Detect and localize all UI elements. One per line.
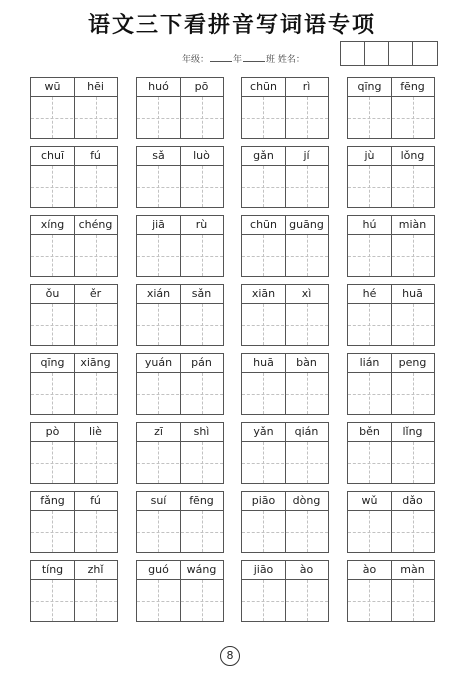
box-divider — [391, 561, 392, 621]
pinyin-syllable: peng — [398, 356, 427, 369]
word-box[interactable] — [136, 284, 224, 346]
tian-guide-line — [137, 187, 223, 188]
pinyin-syllable: xì — [301, 287, 312, 300]
pinyin-syllable: qián — [294, 425, 319, 438]
pinyin-syllable: chéng — [78, 218, 113, 231]
tian-guide-line — [369, 97, 370, 138]
tian-guide-line — [307, 442, 308, 483]
tian-guide-line — [369, 235, 370, 276]
pinyin-syllable: huó — [148, 80, 169, 93]
tian-guide-line — [96, 97, 97, 138]
tian-guide-line — [52, 166, 53, 207]
tian-guide-line — [31, 256, 117, 257]
grade-label: 年级： — [182, 55, 210, 65]
word-box[interactable] — [136, 353, 224, 415]
word-box[interactable] — [241, 560, 329, 622]
tian-guide-line — [307, 304, 308, 345]
box-divider — [74, 423, 75, 483]
tian-guide-line — [348, 187, 434, 188]
pinyin-syllable: lián — [359, 356, 380, 369]
tian-guide-line — [52, 304, 53, 345]
pinyin-syllable: dǎo — [402, 494, 423, 507]
tian-guide-line — [31, 187, 117, 188]
tian-guide-line — [31, 532, 117, 533]
box-divider — [180, 78, 181, 138]
tian-guide-line — [96, 235, 97, 276]
word-box[interactable] — [241, 146, 329, 208]
tian-guide-line — [96, 373, 97, 414]
box-divider — [74, 147, 75, 207]
pinyin-syllable: chūn — [250, 218, 277, 231]
pinyin-syllable: fēng — [189, 494, 214, 507]
box-divider — [74, 285, 75, 345]
tian-guide-line — [263, 166, 264, 207]
box-divider — [180, 492, 181, 552]
pinyin-syllable: qīng — [40, 356, 65, 369]
tian-guide-line — [242, 394, 328, 395]
tian-guide-line — [242, 187, 328, 188]
pinyin-syllable: jiā — [152, 218, 165, 231]
tian-guide-line — [348, 256, 434, 257]
box-divider — [74, 78, 75, 138]
box-divider — [391, 423, 392, 483]
tian-guide-line — [96, 166, 97, 207]
word-box[interactable] — [30, 353, 118, 415]
pinyin-syllable: lǐng — [402, 425, 423, 438]
tian-guide-line — [158, 442, 159, 483]
tian-guide-line — [263, 235, 264, 276]
tian-guide-line — [348, 601, 434, 602]
pinyin-syllable: hé — [362, 287, 377, 300]
pinyin-syllable: huā — [253, 356, 274, 369]
tian-guide-line — [137, 601, 223, 602]
tian-guide-line — [348, 118, 434, 119]
tian-guide-line — [202, 235, 203, 276]
pinyin-syllable: màn — [400, 563, 425, 576]
pinyin-syllable: guó — [148, 563, 169, 576]
pinyin-syllable: hú — [362, 218, 377, 231]
tian-guide-line — [263, 442, 264, 483]
tian-guide-line — [263, 580, 264, 621]
pinyin-syllable: rì — [302, 80, 311, 93]
pinyin-syllable: guāng — [289, 218, 324, 231]
tian-guide-line — [263, 373, 264, 414]
tian-guide-line — [348, 463, 434, 464]
tian-guide-line — [52, 442, 53, 483]
box-divider — [285, 78, 286, 138]
word-box[interactable] — [136, 491, 224, 553]
box-divider — [391, 147, 392, 207]
tian-guide-line — [369, 511, 370, 552]
box-divider — [285, 216, 286, 276]
pinyin-syllable: shì — [193, 425, 210, 438]
box-divider — [74, 492, 75, 552]
tian-guide-line — [202, 511, 203, 552]
tian-guide-line — [307, 373, 308, 414]
tian-guide-line — [202, 166, 203, 207]
tian-guide-line — [369, 373, 370, 414]
word-box[interactable] — [136, 560, 224, 622]
box-divider — [285, 423, 286, 483]
word-box[interactable] — [30, 146, 118, 208]
tian-guide-line — [31, 118, 117, 119]
pinyin-syllable: gǎn — [253, 149, 274, 162]
pinyin-syllable: ào — [362, 563, 377, 576]
word-box[interactable] — [347, 422, 435, 484]
tian-guide-line — [137, 256, 223, 257]
word-box[interactable] — [136, 77, 224, 139]
word-box[interactable] — [347, 77, 435, 139]
tian-guide-line — [31, 463, 117, 464]
word-box[interactable] — [347, 560, 435, 622]
page-title: 语文三下看拼音写词语专项 — [87, 12, 376, 38]
name-label: 姓名： — [277, 55, 305, 65]
word-box[interactable] — [241, 284, 329, 346]
pinyin-syllable: dòng — [292, 494, 321, 507]
word-box[interactable] — [241, 215, 329, 277]
tian-guide-line — [369, 442, 370, 483]
word-box[interactable] — [30, 491, 118, 553]
tian-guide-line — [96, 511, 97, 552]
pinyin-syllable: xíng — [40, 218, 65, 231]
tian-guide-line — [307, 166, 308, 207]
tian-guide-line — [413, 166, 414, 207]
tian-guide-line — [307, 580, 308, 621]
pinyin-syllable: fēng — [400, 80, 425, 93]
pinyin-syllable: fú — [90, 149, 101, 162]
tian-guide-line — [307, 235, 308, 276]
tian-guide-line — [158, 373, 159, 414]
tian-guide-line — [307, 97, 308, 138]
tian-guide-line — [202, 97, 203, 138]
pinyin-syllable: chūn — [250, 80, 277, 93]
pinyin-syllable: lǒng — [400, 149, 425, 162]
box-divider — [285, 492, 286, 552]
pinyin-syllable: hēi — [87, 80, 104, 93]
box-divider — [285, 285, 286, 345]
word-box[interactable] — [241, 77, 329, 139]
tian-guide-line — [348, 394, 434, 395]
word-box[interactable] — [241, 353, 329, 415]
pinyin-syllable: yǎn — [253, 425, 274, 438]
tian-guide-line — [158, 235, 159, 276]
word-box[interactable] — [136, 422, 224, 484]
pinyin-syllable: piāo — [251, 494, 276, 507]
tian-guide-line — [158, 580, 159, 621]
tian-guide-line — [263, 97, 264, 138]
pinyin-syllable: pò — [45, 425, 60, 438]
box-divider — [180, 285, 181, 345]
pinyin-syllable: zhǐ — [87, 563, 104, 576]
tian-guide-line — [242, 532, 328, 533]
tian-guide-line — [202, 373, 203, 414]
tian-guide-line — [158, 511, 159, 552]
tian-guide-line — [413, 97, 414, 138]
pinyin-syllable: miàn — [398, 218, 427, 231]
pinyin-syllable: pán — [191, 356, 212, 369]
tian-guide-line — [137, 394, 223, 395]
pinyin-syllable: wǔ — [361, 494, 378, 507]
tian-guide-line — [369, 580, 370, 621]
box-divider — [74, 354, 75, 414]
tian-guide-line — [31, 394, 117, 395]
pinyin-syllable: tíng — [41, 563, 64, 576]
tian-guide-line — [137, 463, 223, 464]
pinyin-syllable: ǒu — [45, 287, 60, 300]
tian-guide-line — [242, 256, 328, 257]
pinyin-syllable: qīng — [357, 80, 382, 93]
word-box[interactable] — [347, 215, 435, 277]
tian-guide-line — [96, 304, 97, 345]
pinyin-syllable: ào — [299, 563, 314, 576]
tian-guide-line — [158, 166, 159, 207]
pinyin-syllable: huā — [402, 287, 423, 300]
tian-guide-line — [413, 580, 414, 621]
tian-guide-line — [137, 118, 223, 119]
pinyin-syllable: wū — [44, 80, 61, 93]
pinyin-syllable: xiān — [251, 287, 276, 300]
tian-guide-line — [52, 235, 53, 276]
tian-guide-line — [52, 373, 53, 414]
class-label: 班 — [266, 55, 276, 65]
tian-guide-line — [202, 442, 203, 483]
box-divider — [180, 216, 181, 276]
tian-guide-line — [263, 304, 264, 345]
tian-guide-line — [52, 97, 53, 138]
pinyin-syllable: jiāo — [253, 563, 274, 576]
pinyin-syllable: zī — [154, 425, 163, 438]
box-divider — [74, 561, 75, 621]
box-divider — [180, 354, 181, 414]
word-box[interactable] — [30, 77, 118, 139]
pinyin-syllable: rù — [195, 218, 208, 231]
word-box[interactable] — [136, 146, 224, 208]
tian-guide-line — [96, 580, 97, 621]
word-box[interactable] — [347, 491, 435, 553]
word-box[interactable] — [241, 491, 329, 553]
tian-guide-line — [413, 442, 414, 483]
tian-guide-line — [137, 325, 223, 326]
pinyin-syllable: fǎng — [40, 494, 65, 507]
pinyin-syllable: xián — [146, 287, 171, 300]
word-box[interactable] — [347, 146, 435, 208]
box-divider — [74, 216, 75, 276]
box-divider — [180, 147, 181, 207]
tian-guide-line — [96, 442, 97, 483]
word-box[interactable] — [30, 284, 118, 346]
box-divider — [391, 216, 392, 276]
tian-guide-line — [307, 511, 308, 552]
tian-guide-line — [413, 373, 414, 414]
tian-guide-line — [413, 304, 414, 345]
word-box[interactable] — [347, 353, 435, 415]
tian-guide-line — [413, 235, 414, 276]
box-divider — [391, 78, 392, 138]
pinyin-syllable: běn — [359, 425, 380, 438]
box-divider — [180, 423, 181, 483]
tian-guide-line — [242, 463, 328, 464]
year-label: 年 — [233, 55, 243, 65]
tian-guide-line — [242, 118, 328, 119]
word-box[interactable] — [30, 215, 118, 277]
pinyin-syllable: yuán — [144, 356, 173, 369]
tian-guide-line — [348, 325, 434, 326]
word-box[interactable] — [30, 560, 118, 622]
tian-guide-line — [158, 304, 159, 345]
page-number: 8 — [220, 646, 240, 666]
tian-guide-line — [158, 97, 159, 138]
tian-guide-line — [31, 325, 117, 326]
box-divider — [391, 354, 392, 414]
word-box[interactable] — [347, 284, 435, 346]
pinyin-syllable: jí — [303, 149, 310, 162]
tian-guide-line — [202, 580, 203, 621]
word-box[interactable] — [30, 422, 118, 484]
word-box[interactable] — [136, 215, 224, 277]
tian-guide-line — [242, 325, 328, 326]
tian-guide-line — [31, 601, 117, 602]
tian-guide-line — [52, 511, 53, 552]
tian-guide-line — [369, 304, 370, 345]
tian-guide-line — [202, 304, 203, 345]
word-box[interactable] — [241, 422, 329, 484]
pinyin-syllable: suí — [150, 494, 167, 507]
tian-guide-line — [413, 511, 414, 552]
box-divider — [180, 561, 181, 621]
pinyin-syllable: pō — [194, 80, 209, 93]
tian-guide-line — [52, 580, 53, 621]
tian-guide-line — [137, 532, 223, 533]
pinyin-syllable: liè — [89, 425, 102, 438]
box-divider — [391, 492, 392, 552]
tian-guide-line — [242, 601, 328, 602]
pinyin-syllable: sǎn — [191, 287, 212, 300]
tian-guide-line — [369, 166, 370, 207]
box-divider — [285, 561, 286, 621]
pinyin-syllable: sǎ — [152, 149, 165, 162]
pinyin-syllable: wáng — [186, 563, 217, 576]
pinyin-syllable: fú — [90, 494, 101, 507]
pinyin-syllable: jù — [364, 149, 375, 162]
box-divider — [285, 147, 286, 207]
tian-guide-line — [348, 532, 434, 533]
pinyin-syllable: xiāng — [80, 356, 111, 369]
pinyin-syllable: chuī — [40, 149, 65, 162]
box-divider — [391, 285, 392, 345]
pinyin-syllable: ěr — [89, 287, 102, 300]
pinyin-syllable: bàn — [296, 356, 317, 369]
box-divider — [285, 354, 286, 414]
pinyin-syllable: luò — [193, 149, 210, 162]
tian-guide-line — [263, 511, 264, 552]
